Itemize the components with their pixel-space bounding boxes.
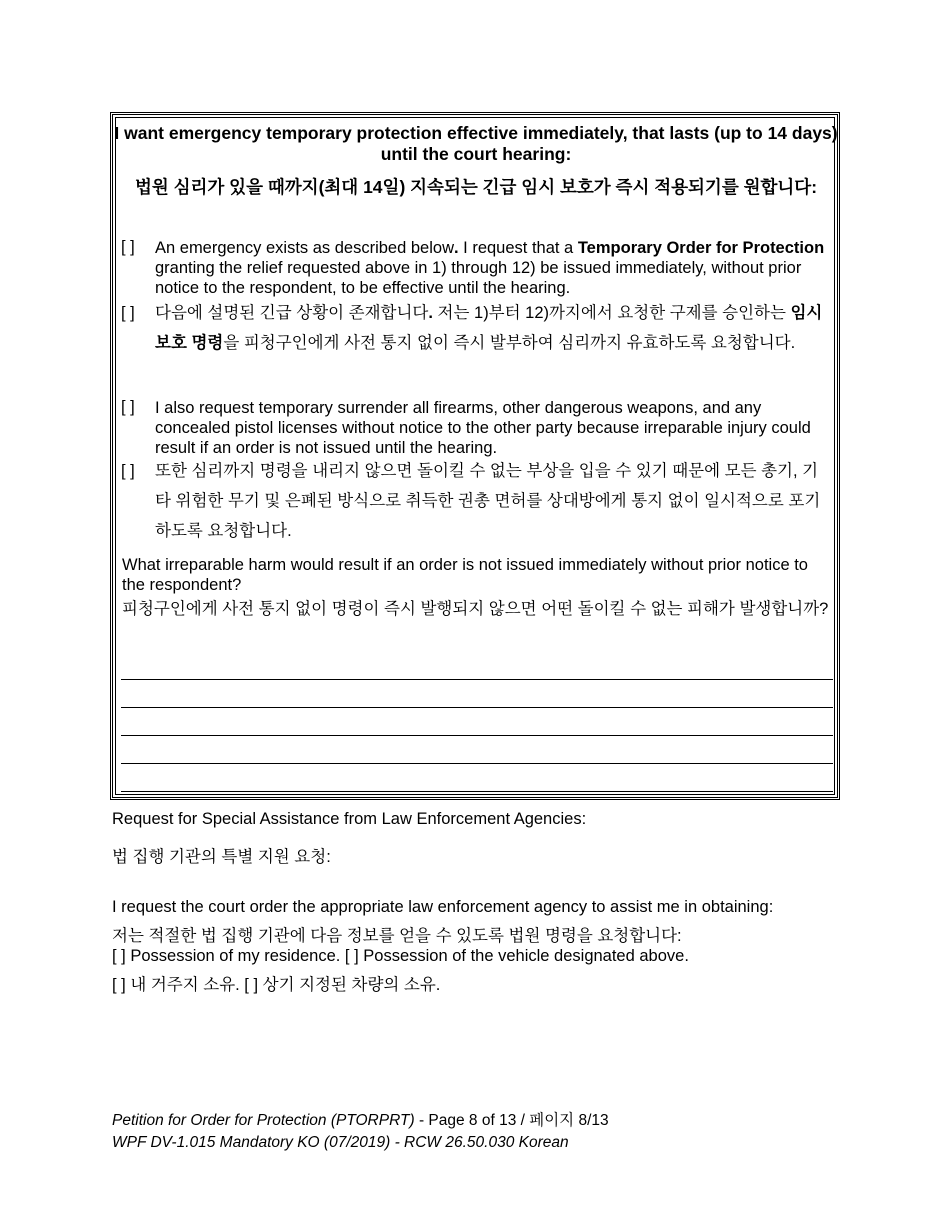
emergency-request-ko: 다음에 설명된 긴급 상황이 존재합니다. 저는 1)부터 12)까지에서 요청한 구제를 승인하는 임시 보호 명령을 피청구인에게 사전 통지 없이 즉시 발부하여 심리까지 유효하도록 요청합니다. bbox=[155, 304, 823, 352]
law-enforcement-request-en: I request the court order the appropriate law enforcement agency to assist me in obtaining: bbox=[112, 898, 774, 916]
footer-line-2: WPF DV-1.015 Mandatory KO (07/2019) - RCW 26.50.030 Korean bbox=[112, 1134, 569, 1151]
answer-line[interactable] bbox=[121, 791, 833, 792]
surrender-checkbox-ko[interactable]: [ ] bbox=[121, 462, 135, 480]
answer-line[interactable] bbox=[121, 679, 833, 680]
harm-question-en: What irreparable harm would result if an order is not issued immediately without prior notice to the respondent? bbox=[122, 556, 808, 594]
answer-line[interactable] bbox=[121, 707, 833, 708]
harm-question-ko: 피청구인에게 사전 통지 없이 명령이 즉시 발행되지 않으면 어떤 돌이킬 수 없는 피해가 발생합니까? bbox=[122, 600, 829, 618]
answer-line[interactable] bbox=[121, 735, 833, 736]
emergency-title-en: I want emergency temporary protection effective immediately, that lasts (up to 14 days) until the court hearing: bbox=[114, 123, 838, 164]
surrender-request-en: I also request temporary surrender all firearms, other dangerous weapons, and any concealed pistol licenses without notice to the other party because irreparable injury could result if an order is not issued until the hearing. bbox=[155, 399, 811, 457]
surrender-request-ko: 또한 심리까지 명령을 내리지 않으면 돌이킬 수 없는 부상을 입을 수 있기 때문에 모든 총기, 기타 위험한 무기 및 은폐된 방식으로 취득한 권총 면허를 상대방에게 통지 없이 일시적으로 포기하도록 요청합니다. bbox=[155, 462, 821, 540]
footer-form-title: Petition for Order for Protection (PTORPRT) bbox=[112, 1112, 415, 1129]
possession-options-ko[interactable]: [ ] 내 거주지 소유. [ ] 상기 지정된 차량의 소유. bbox=[112, 976, 441, 994]
emergency-request-en: An emergency exists as described below. I request that a Temporary Order for Protection granting the relief requested above in 1) through 12) be issued immediately, without prior notice to the respondent, to be effective until the hearing. bbox=[155, 239, 825, 297]
special-assistance-heading-ko: 법 집행 기관의 특별 지원 요청: bbox=[112, 848, 331, 866]
surrender-checkbox-en[interactable]: [ ] bbox=[121, 398, 135, 416]
special-assistance-heading-en: Request for Special Assistance from Law Enforcement Agencies: bbox=[112, 810, 587, 828]
emergency-checkbox-ko[interactable]: [ ] bbox=[121, 304, 135, 322]
emergency-protection-box bbox=[110, 112, 840, 800]
emergency-title-ko: 법원 심리가 있을 때까지(최대 14일) 지속되는 긴급 임시 보호가 즉시 적용되기를 원합니다: bbox=[134, 177, 818, 197]
possession-options-en[interactable]: [ ] Possession of my residence. [ ] Possession of the vehicle designated above. bbox=[112, 947, 689, 965]
answer-line[interactable] bbox=[121, 763, 833, 764]
emergency-checkbox-en[interactable]: [ ] bbox=[121, 238, 135, 256]
footer-page-info: - Page 8 of 13 / 페이지 8/13 bbox=[414, 1112, 609, 1129]
footer-line-1 bbox=[112, 1110, 609, 1131]
law-enforcement-request-ko: 저는 적절한 법 집행 기관에 다음 정보를 얻을 수 있도록 법원 명령을 요청합니다: bbox=[112, 927, 682, 945]
